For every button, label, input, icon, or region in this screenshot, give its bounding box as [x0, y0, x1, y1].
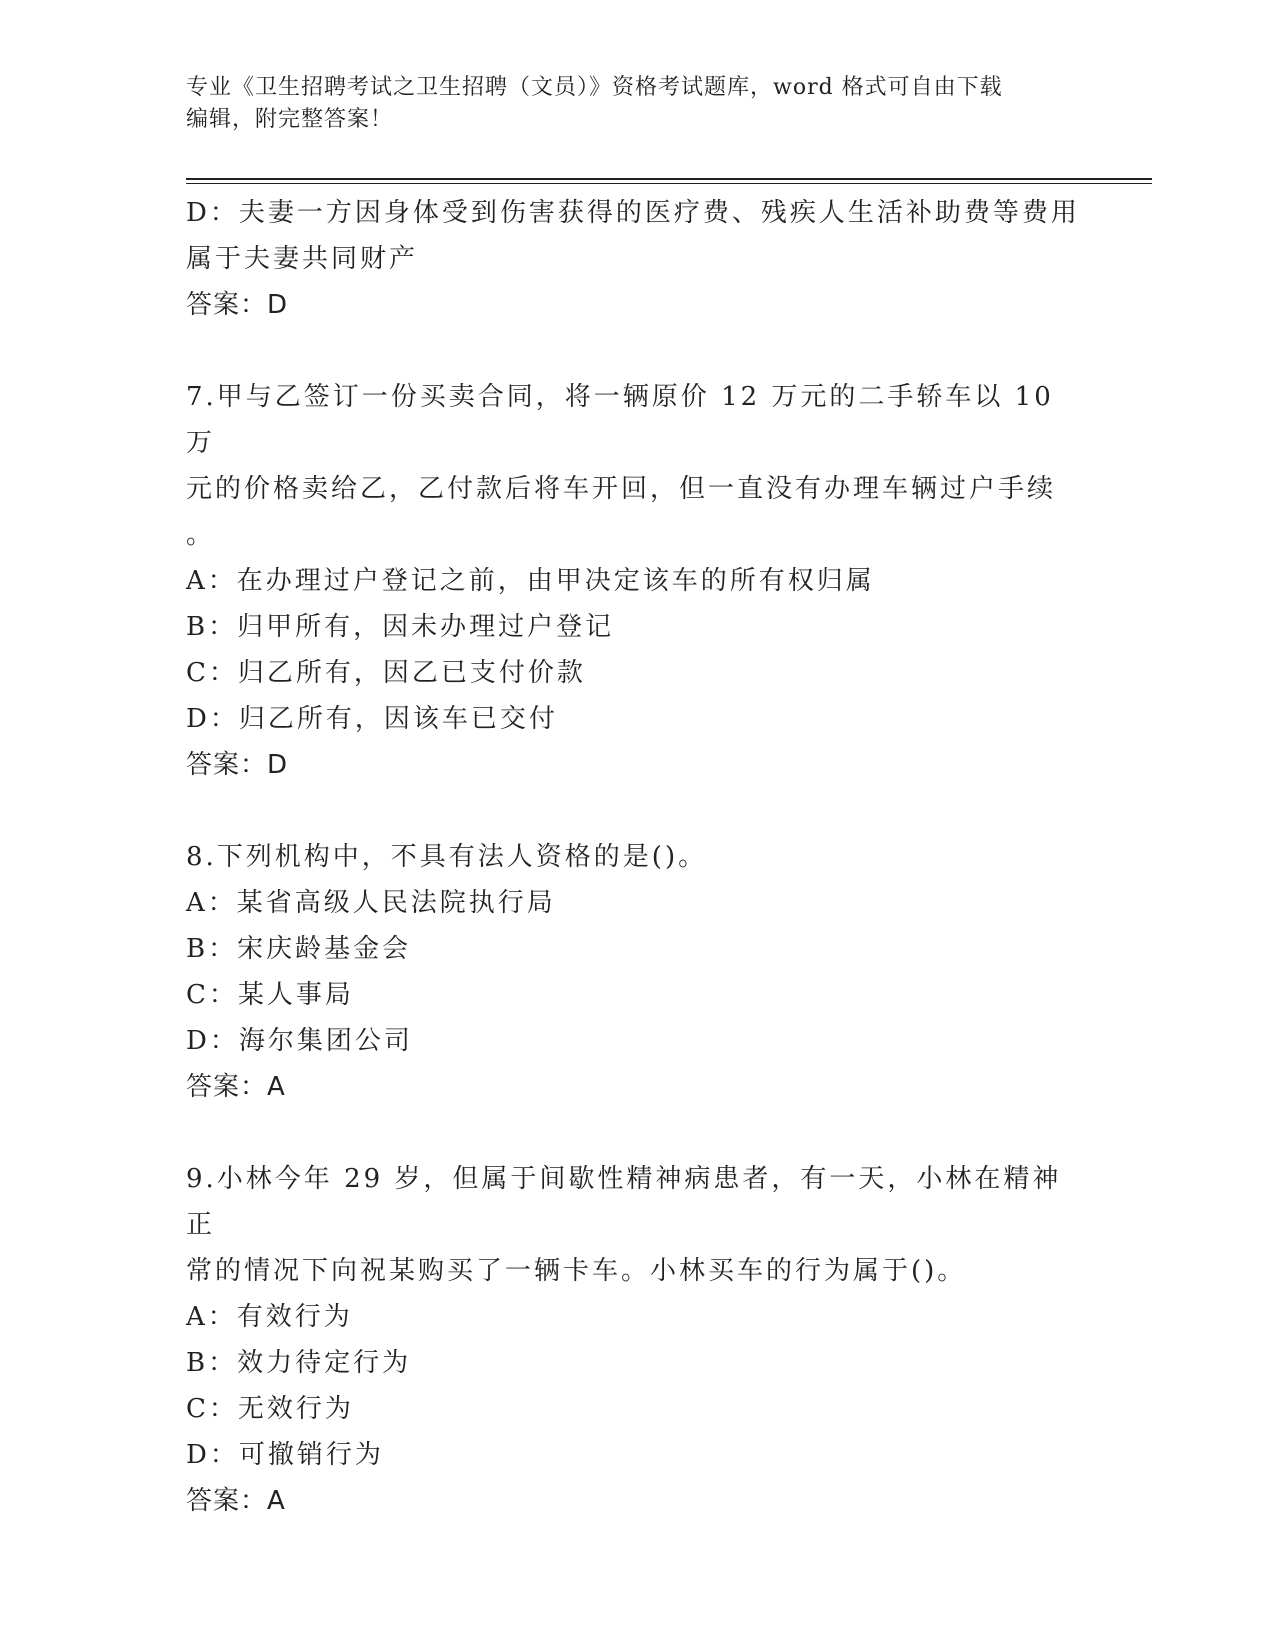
- question-7-option-b: B：归甲所有，因未办理过户登记: [186, 612, 615, 642]
- header-line-2: 编辑，附完整答案！: [186, 107, 394, 132]
- answer-line: 答案：D: [186, 290, 289, 320]
- question-7-stem-line-3: 。: [186, 520, 216, 550]
- page-header: [186, 72, 1076, 136]
- question-content: [186, 190, 1086, 1524]
- question-9-block: [186, 1156, 1086, 1524]
- header-rule-thin: [186, 183, 1152, 184]
- question-7-answer: 答案：D: [186, 750, 289, 780]
- question-7-stem-line-1: 7.甲与乙签订一份买卖合同，将一辆原价 12 万元的二手轿车以 10 万: [186, 382, 1066, 458]
- question-8-option-a: A：某省高级人民法院执行局: [186, 888, 556, 918]
- question-8-stem: 8.下列机构中，不具有法人资格的是()。: [186, 842, 708, 872]
- question-8-option-b: B：宋庆龄基金会: [186, 934, 412, 964]
- previous-question-block: [186, 190, 1086, 328]
- header-rule-thick: [186, 178, 1152, 180]
- spacer: [186, 788, 1086, 834]
- question-9-option-c: C：无效行为: [186, 1394, 354, 1424]
- question-9-option-d: D：可撤销行为: [186, 1440, 384, 1470]
- question-9-answer: 答案：A: [186, 1486, 286, 1516]
- question-9-stem-line-1: 9.小林今年 29 岁，但属于间歇性精神病患者，有一天，小林在精神正: [186, 1164, 1062, 1240]
- question-7-option-c: C：归乙所有，因乙已支付价款: [186, 658, 586, 688]
- header-line-1: 专业《卫生招聘考试之卫生招聘（文员）》资格考试题库，word 格式可自由下载: [186, 75, 1003, 100]
- spacer: [186, 1110, 1086, 1156]
- option-d-line-2: 属于夫妻共同财产: [186, 244, 419, 274]
- option-d-line-1: D：夫妻一方因身体受到伤害获得的医疗费、残疾人生活补助费等费用: [186, 198, 1080, 228]
- question-9-option-b: B：效力待定行为: [186, 1348, 412, 1378]
- question-9-stem-line-2: 常的情况下向祝某购买了一辆卡车。小林买车的行为属于()。: [186, 1256, 967, 1286]
- question-8-block: [186, 834, 1086, 1110]
- question-8-option-c: C：某人事局: [186, 980, 354, 1010]
- spacer: [186, 328, 1086, 374]
- question-7-stem-line-2: 元的价格卖给乙，乙付款后将车开回，但一直没有办理车辆过户手续: [186, 474, 1057, 504]
- question-8-option-d: D：海尔集团公司: [186, 1026, 413, 1056]
- question-9-option-a: A：有效行为: [186, 1302, 353, 1332]
- question-7-option-d: D：归乙所有，因该车已交付: [186, 704, 558, 734]
- question-7-block: [186, 374, 1086, 788]
- question-7-option-a: A：在办理过户登记之前，由甲决定该车的所有权归属: [186, 566, 875, 596]
- question-8-answer: 答案：A: [186, 1072, 286, 1102]
